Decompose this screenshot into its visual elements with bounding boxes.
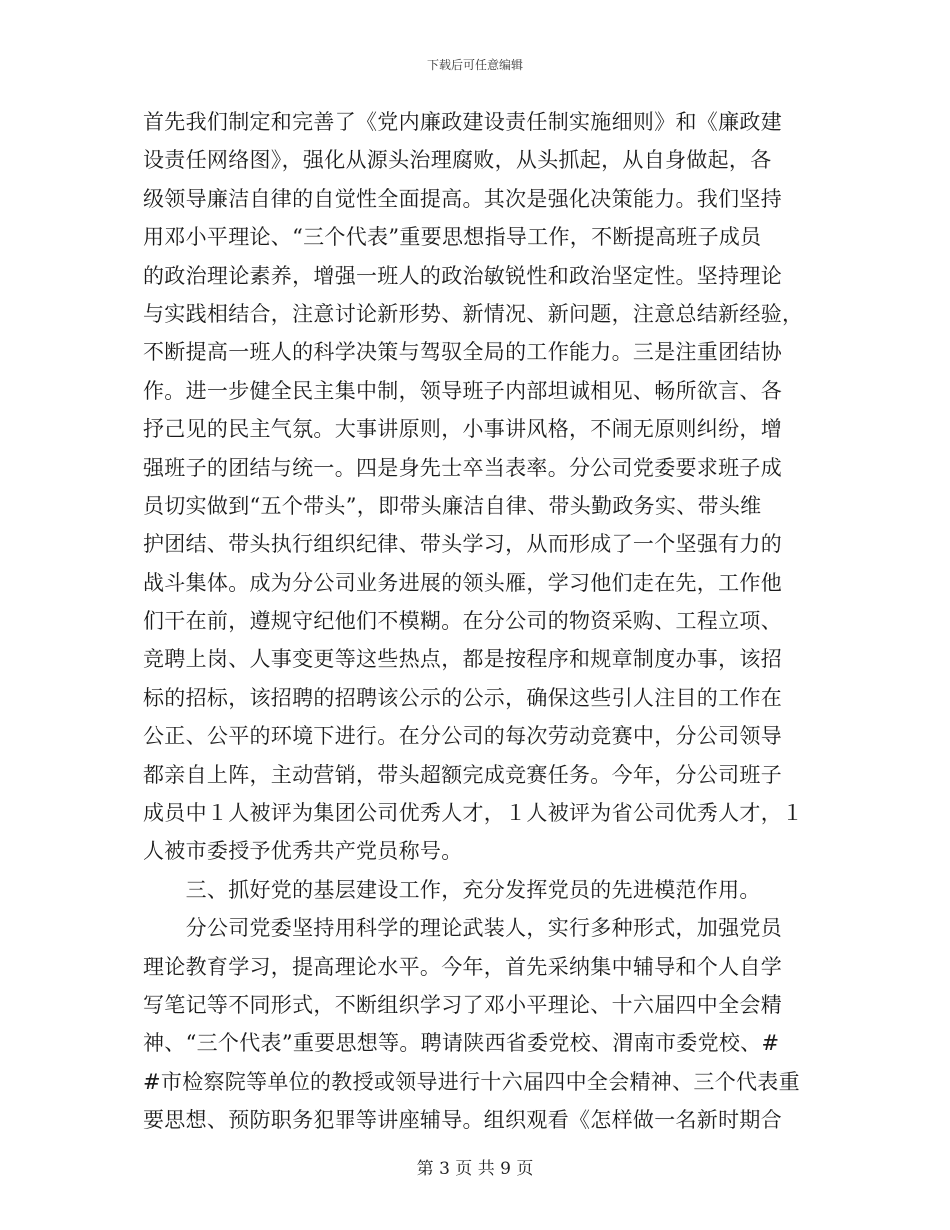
text-line: 们干在前，遵规守纪他们不模糊。在分公司的物资采购、工程立项、 [143,609,782,634]
text-line: 抒己见的民主气氛。大事讲原则，小事讲风格，不闹无原则纠纷，增 [143,417,782,442]
text-line: 要思想、预防职务犯罪等讲座辅导。组织观看《怎样做一名新时期合 [143,1108,782,1133]
text-line: 用邓小平理论、“三个代表”重要思想指导工作，不断提高班子成员 [143,225,762,250]
text-line: 战斗集体。成为分公司业务进展的领头雁，学习他们走在先，工作他 [143,570,782,595]
text-line: 公正、公平的环境下进行。在分公司的每次劳动竞赛中，分公司领导 [143,724,782,749]
text-line: 护团结、带头执行组织纪律、带头学习，从而形成了一个坚强有力的 [143,532,782,557]
text-line: 竞聘上岗、人事变更等这些热点，都是按程序和规章制度办事，该招 [143,647,782,672]
text-line: 不断提高一班人的科学决策与驾驭全局的工作能力。三是注重团结协 [143,340,782,365]
text-line: 作。进一步健全民主集中制，领导班子内部坦诚相见、畅所欲言、各 [143,378,782,403]
text-line: 人被市委授予优秀共产党员称号。 [143,839,463,864]
text-line: 强班子的团结与统一。四是身先士卒当表率。分公司党委要求班子成 [143,455,782,480]
text-line: 的政治理论素养，增强一班人的政治敏锐性和政治坚定性。坚持理论 [143,263,782,288]
text-line: 分公司党委坚持用科学的理论武装人，实行多种形式，加强党员 [143,916,782,941]
text-line: 级领导廉洁自律的自觉性全面提高。其次是强化决策能力。我们坚持 [143,186,782,211]
text-line: 标的招标，该招聘的招聘该公示的公示，确保这些引人注目的工作在 [143,685,782,710]
page-footer: 第 3 页 共 9 页 [416,1159,534,1179]
section-heading: 三、抓好党的基层建设工作，充分发挥党员的先进模范作用。 [143,877,761,902]
text-line: 首先我们制定和完善了《党内廉政建设责任制实施细则》和《廉政建 [143,110,782,134]
text-line: 写笔记等不同形式，不断组织学习了邓小平理论、十六届四中全会精 [143,992,782,1017]
text-line: 设责任网络图》，强化从源头治理腐败，从头抓起，从自身做起，各 [143,148,772,173]
text-line: 神、“三个代表”重要思想等。聘请陕西省委党校、渭南市委党校、# [143,1031,780,1056]
text-line: 理论教育学习，提高理论水平。今年，首先采纳集中辅导和个人自学 [143,954,782,979]
text-line: 员切实做到“五个带头”，即带头廉洁自律、带头勤政务实、带头维 [143,493,762,518]
page-header: 下载后可任意编辑 [426,58,523,72]
text-line: #市检察院等单位的教授或领导进行十六届四中全会精神、三个代表重 [143,1069,800,1094]
document-body [143,103,813,1140]
text-line: 都亲自上阵，主动营销，带头超额完成竞赛任务。今年，分公司班子 [143,762,782,787]
text-line: 与实践相结合，注意讨论新形势、新情况、新问题，注意总结新经验， [143,301,804,326]
text-line: 成员中１人被评为集团公司优秀人才，１人被评为省公司优秀人才，１ [143,801,804,826]
